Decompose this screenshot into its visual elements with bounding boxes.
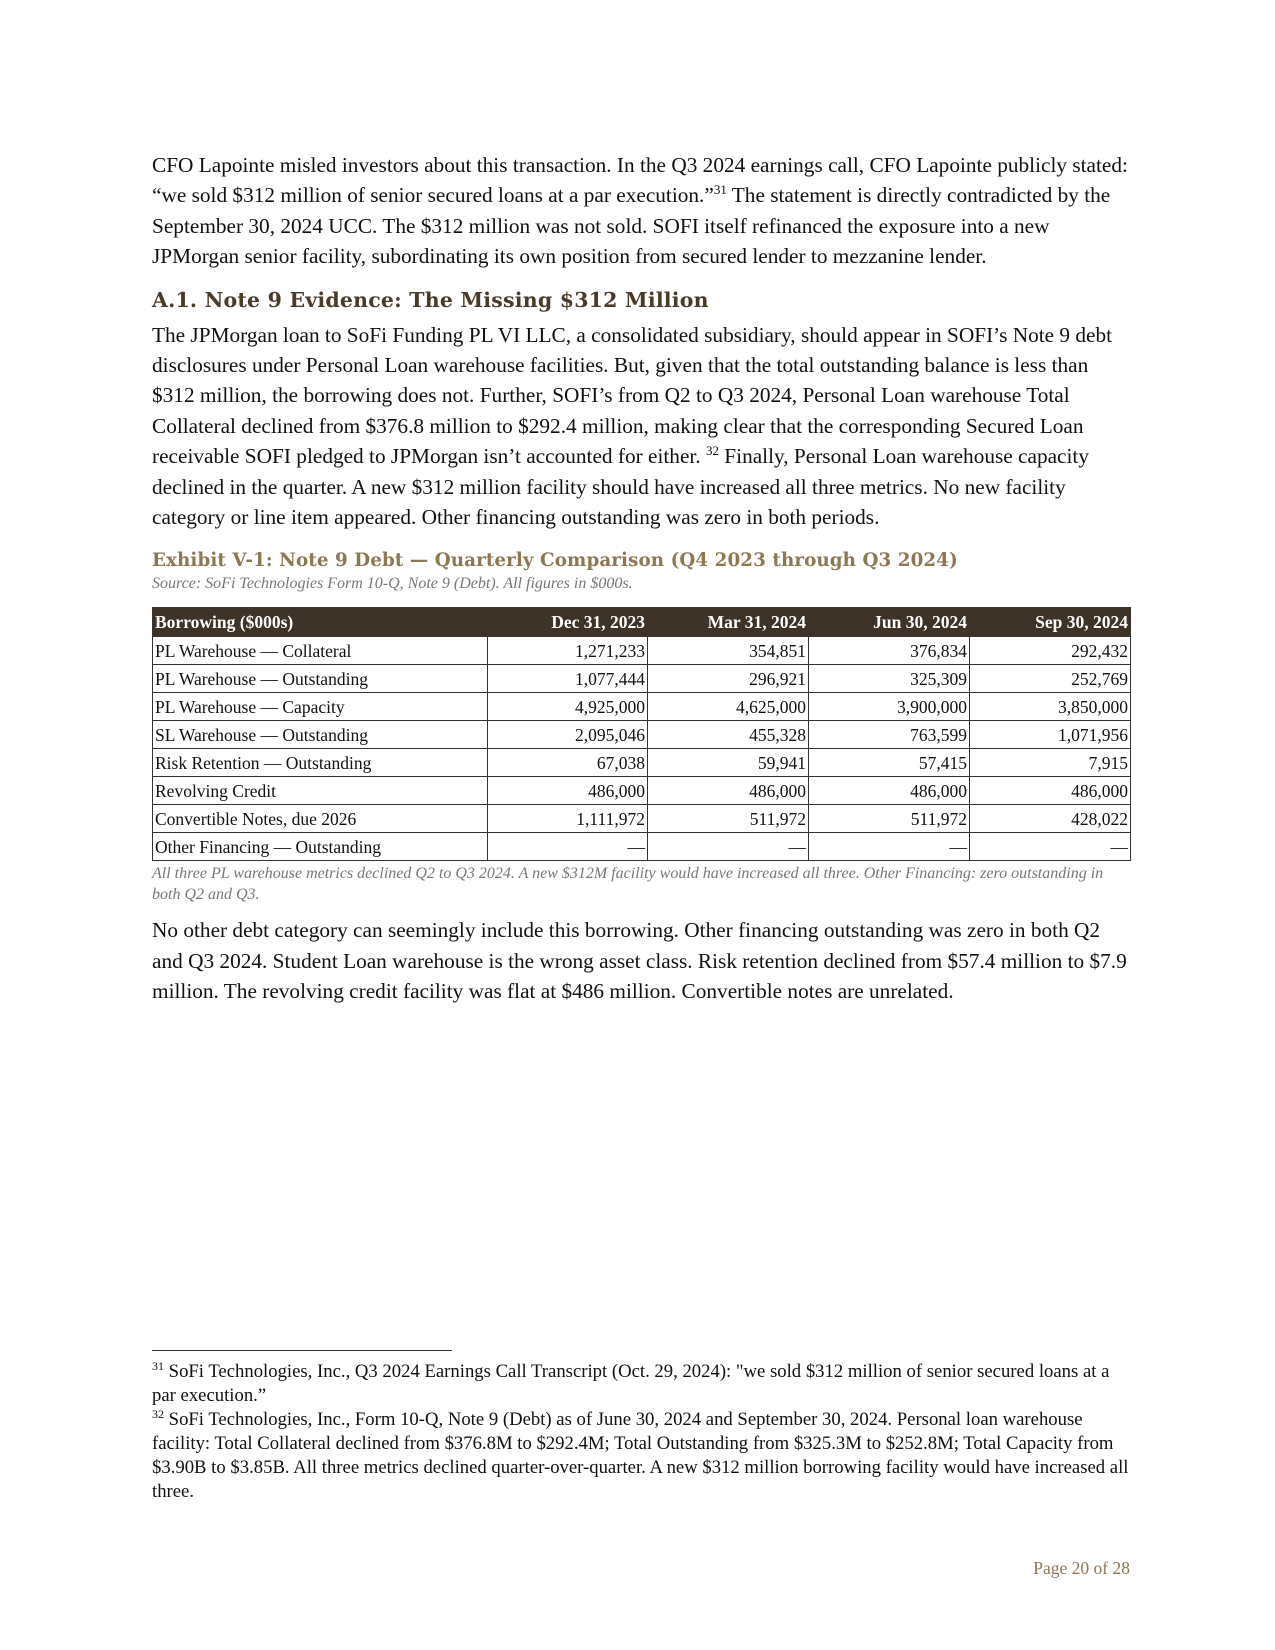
row-label: PL Warehouse — Collateral <box>153 637 488 665</box>
table-cell: 59,941 <box>648 749 809 777</box>
paragraph-cfo-statement: CFO Lapointe misled investors about this transaction. In the Q3 2024 earnings call, CFO Lapointe publicly stated: “we sold $312 million of senior secured loans at a par execution.”$^{31}$ The statement is directly contradicted by the September 30, 2024 UCC. The $312 million was not sold. SOFI itself refinanced the exposure into a new JPMorgan senior facility, subordinating its own position from secured lender to mezzanine lender. <box>152 153 1128 269</box>
table-cell: — <box>488 833 648 861</box>
column-header: Mar 31, 2024 <box>648 608 809 637</box>
table-cell: 455,328 <box>648 721 809 749</box>
table-cell: 325,309 <box>809 665 970 693</box>
table-row <box>153 665 1131 693</box>
footnote-32: $^{32}$ SoFi Technologies, Inc., Form 10-Q, Note 9 (Debt) as of June 30, 2024 and September 30, 2024. Personal loan warehouse facility: Total Collateral declined from $376.8M to $292.4M; Total Outstanding from $325.3M to $252.8M; Total Capacity from $3.90B to $3.85B. All three metrics declined quarter-over-quarter. A new $312 million borrowing facility would have increased all three. <box>152 1406 1129 1502</box>
column-header: Jun 30, 2024 <box>809 608 970 637</box>
table-cell: — <box>648 833 809 861</box>
table-cell: 354,851 <box>648 637 809 665</box>
section-heading: A.1. Note 9 Evidence: The Missing $312 Million <box>152 287 709 312</box>
table-cell: 3,850,000 <box>970 693 1131 721</box>
table-cell: 4,925,000 <box>488 693 648 721</box>
table-cell: 486,000 <box>488 777 648 805</box>
footnote-number: 31 <box>152 1358 164 1373</box>
column-header: Dec 31, 2023 <box>488 608 648 637</box>
row-label: Risk Retention — Outstanding <box>153 749 488 777</box>
column-header: Borrowing ($000s) <box>153 608 488 637</box>
table-row <box>153 749 1131 777</box>
table-cell: 763,599 <box>809 721 970 749</box>
footnote-ref-31[interactable]: 31 <box>713 182 727 198</box>
table-cell: 486,000 <box>648 777 809 805</box>
footnote-ref-32[interactable]: 32 <box>705 443 719 459</box>
table-cell: 67,038 <box>488 749 648 777</box>
table-row <box>153 833 1131 861</box>
table-cell: — <box>970 833 1131 861</box>
paragraph-note9-evidence: The JPMorgan loan to SoFi Funding PL VI LLC, a consolidated subsidiary, should appear in SOFI’s Note 9 debt disclosures under Personal Loan warehouse facilities. But, given that the total outstanding balance is less than $312 million, the borrowing does not. Further, SOFI’s from Q2 to Q3 2024, Personal Loan warehouse Total Collateral declined from $376.8 million to $292.4 million, making clear that the corresponding Secured Loan receivable SOFI pledged to JPMorgan isn’t accounted for either. $^{32}$ Finally, Personal Loan warehouse capacity declined in the quarter. A new $312 million facility should have increased all three metrics. No new facility category or line item appeared. Other financing outstanding was zero in both periods. <box>152 322 1113 530</box>
table-note: All three PL warehouse metrics declined Q2 to Q3 2024. A new $312M facility would have increased all three. Other Financing: zero outstanding in both Q2 and Q3. <box>152 865 1104 904</box>
row-label: PL Warehouse — Outstanding <box>153 665 488 693</box>
table-row <box>153 777 1131 805</box>
table-cell: 486,000 <box>809 777 970 805</box>
table-row <box>153 637 1131 665</box>
row-label: PL Warehouse — Capacity <box>153 693 488 721</box>
table-row <box>153 693 1131 721</box>
footnote-number: 32 <box>152 1406 164 1421</box>
table-cell: 1,111,972 <box>488 805 648 833</box>
page-content <box>152 150 1130 1007</box>
table-cell: 376,834 <box>809 637 970 665</box>
table-cell: 2,095,046 <box>488 721 648 749</box>
table-cell: 292,432 <box>970 637 1131 665</box>
table-cell: — <box>809 833 970 861</box>
table-cell: 1,077,444 <box>488 665 648 693</box>
table-cell: 3,900,000 <box>809 693 970 721</box>
column-header: Sep 30, 2024 <box>970 608 1131 637</box>
table-cell: 511,972 <box>809 805 970 833</box>
row-label: Revolving Credit <box>153 777 488 805</box>
debt-comparison-table <box>152 607 1131 861</box>
table-cell: 1,271,233 <box>488 637 648 665</box>
table-header-row <box>153 608 1131 637</box>
table-cell: 1,071,956 <box>970 721 1131 749</box>
footnotes <box>152 1360 1130 1504</box>
table-cell: 428,022 <box>970 805 1131 833</box>
row-label: Convertible Notes, due 2026 <box>153 805 488 833</box>
page-number: Page 20 of 28 <box>1033 1558 1130 1578</box>
table-cell: 252,769 <box>970 665 1131 693</box>
table-cell: 57,415 <box>809 749 970 777</box>
table-cell: 4,625,000 <box>648 693 809 721</box>
exhibit-source: Source: SoFi Technologies Form 10-Q, Note 9 (Debt). All figures in $000s. <box>152 575 633 593</box>
table-row <box>153 805 1131 833</box>
row-label: Other Financing — Outstanding <box>153 833 488 861</box>
paragraph-other-categories: No other debt category can seemingly include this borrowing. Other financing outstanding was zero in both Q2 and Q3 2024. Student Loan warehouse is the wrong asset class. Risk retention declined from $57.4 million to $7.9 million. The revolving credit facility was flat at $486 million. Convertible notes are unrelated. <box>152 918 1127 1004</box>
row-label: SL Warehouse — Outstanding <box>153 721 488 749</box>
footnote-divider <box>152 1350 452 1351</box>
footnote-31: $^{31}$ SoFi Technologies, Inc., Q3 2024 Earnings Call Transcript (Oct. 29, 2024): "we sold $312 million of senior secured loans at a par execution.” <box>152 1358 1110 1406</box>
table-row <box>153 721 1131 749</box>
table-cell: 511,972 <box>648 805 809 833</box>
table-cell: 486,000 <box>970 777 1131 805</box>
table-cell: 7,915 <box>970 749 1131 777</box>
exhibit-title: Exhibit V-1: Note 9 Debt — Quarterly Comparison (Q4 2023 through Q3 2024) <box>152 550 958 572</box>
table-cell: 296,921 <box>648 665 809 693</box>
